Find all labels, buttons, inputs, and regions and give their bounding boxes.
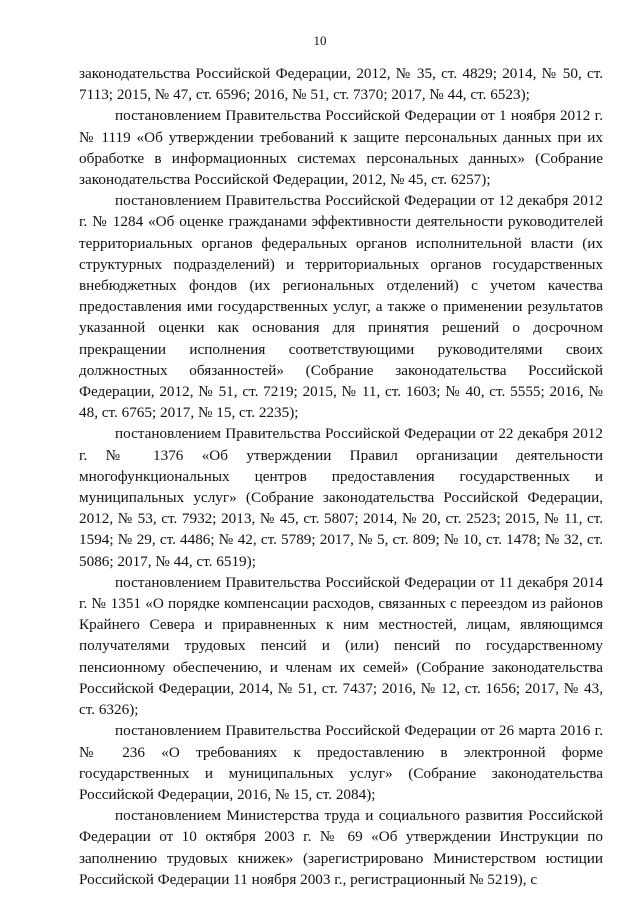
document-body <box>79 63 603 890</box>
paragraph-continued: законодательства Российской Федерации, 2012, № 35, ст. 4829; 2014, № 50, ст. 7113; 2015, № 47, ст. 6596; 2016, № 51, ст. 7370; 2017, № 44, ст. 6523); <box>79 65 603 104</box>
paragraph-resolution-1376: постановлением Правительства Российской Федерации от 22 декабря 2012 г. № 1376 «Об утверждении Правил организации деятельности многофункциональных центров предоставления государственных и муниципальных услуг» (Собрание законодательства Российской Федерации, 2012, № 53, ст. 7932; 2013, № 45, ст. 5807; 2014, № 20, ст. 2523; 2015, № 11, ст. 1594; № 29, ст. 4486; № 42, ст. 5789; 2017, № 5, ст. 809; № 10, ст. 1478; № 32, ст. 5086; 2017, № 44, ст. 6519); <box>79 425 603 570</box>
paragraph-resolution-1284: постановлением Правительства Российской Федерации от 12 декабря 2012 г. № 1284 «Об оценке гражданами эффективности деятельности руководителей территориальных органов федеральных органов исполнительной власти (их структурных подразделений) и территориальных органов государственных внебюджетных фондов (их региональных отделений) с учетом качества предоставления ими государственных услуг, а также о применении результатов указанной оценки как основания для принятия решений о досрочном прекращении исполнения соответствующими руководителями своих должностных обязанностей» (Собрание законодательства Российской Федерации, 2012, № 51, ст. 7219; 2015, № 11, ст. 1603; № 40, ст. 5555; 2016, № 48, ст. 6765; 2017, № 15, ст. 2235); <box>79 192 603 422</box>
paragraph-resolution-69: постановлением Министерства труда и социального развития Российской Федерации от 10 октября 2003 г. № 69 «Об утверждении Инструкции по заполнению трудовых книжек» (зарегистрировано Министерством юстиции Российской Федерации 11 ноября 2003 г., регистрационный № 5219), с <box>79 807 603 888</box>
paragraph-resolution-1351: постановлением Правительства Российской Федерации от 11 декабря 2014 г. № 1351 «О порядке компенсации расходов, связанных с переездом из районов Крайнего Севера и приравненных к ним местностей, лицам, являющимся получателями трудовых пенсий и (или) пенсий по государственному пенсионному обеспечению, и членам их семей» (Собрание законодательства Российской Федерации, 2014, № 51, ст. 7437; 2016, № 12, ст. 1656; 2017, № 43, ст. 6326); <box>79 573 603 719</box>
paragraph-resolution-1119: постановлением Правительства Российской Федерации от 1 ноября 2012 г. № 1119 «Об утверждении требований к защите персональных данных при их обработке в информационных системах персональных данных» (Собрание законодательства Российской Федерации, 2012, № 45, ст. 6257); <box>79 107 603 189</box>
paragraph-resolution-236: постановлением Правительства Российской Федерации от 26 марта 2016 г. № 236 «О требованиях к предоставлению в электронной форме государственных и муниципальных услуг» (Собрание законодательства Российской Федерации, 2016, № 15, ст. 2084); <box>79 722 603 803</box>
page-number: 10 <box>313 33 327 48</box>
